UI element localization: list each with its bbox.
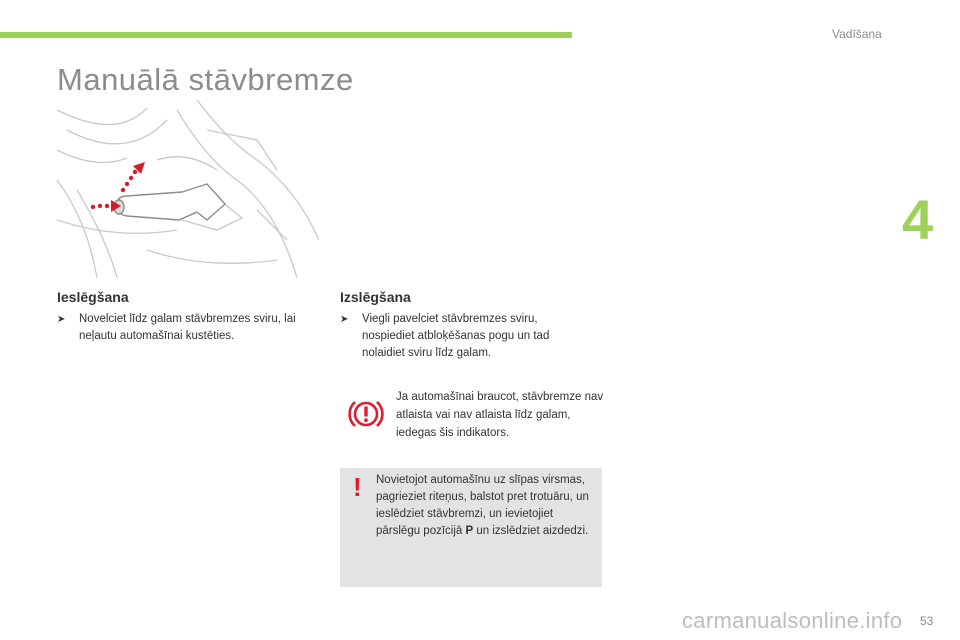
engage-text: Novelciet līdz galam stāvbremzes sviru, lai neļautu automašīnai kustēties. <box>79 313 296 342</box>
exclamation-icon: ! <box>353 472 362 502</box>
warning-text: Ja automašīnai braucot, stāvbremze nav atlaista vai nav atlaista līdz galam, iedegas šis indikators. <box>396 391 604 439</box>
bullet-arrow-icon: ➤ <box>340 314 349 325</box>
bullet-arrow-icon: ➤ <box>57 314 66 325</box>
gear-position-p: P <box>465 525 474 537</box>
release-heading: Izslēgšana <box>340 289 411 305</box>
header-accent-bar <box>0 32 572 38</box>
engage-instruction <box>57 311 319 345</box>
release-text: Viegli pavelciet stāvbremzes sviru, nospiediet atbloķēšanas pogu un tad nolaidiet sviru līdz galam. <box>362 313 550 359</box>
release-instruction <box>340 311 580 362</box>
warning-block <box>340 386 602 446</box>
page-number: 53 <box>920 614 934 628</box>
page-title: Manuālā stāvbremze <box>57 62 354 97</box>
watermark: carmanualsonline.info <box>682 608 903 633</box>
note-text: Novietojot automašīnu uz slīpas virsmas, pagrieziet riteņus, balstot pret trotuāru, un ieslēdziet stāvbremzi, un ievietojiet pārslēgu pozīcijā P un izslēdziet aizdedzi. <box>376 474 589 537</box>
chapter-number: 4 <box>902 188 934 251</box>
brake-warning-icon <box>348 396 384 432</box>
section-name: Vadīšana <box>832 27 882 41</box>
handbrake-illustration <box>57 100 319 278</box>
note-box <box>340 468 602 587</box>
engage-heading: Ieslēgšana <box>57 289 129 305</box>
